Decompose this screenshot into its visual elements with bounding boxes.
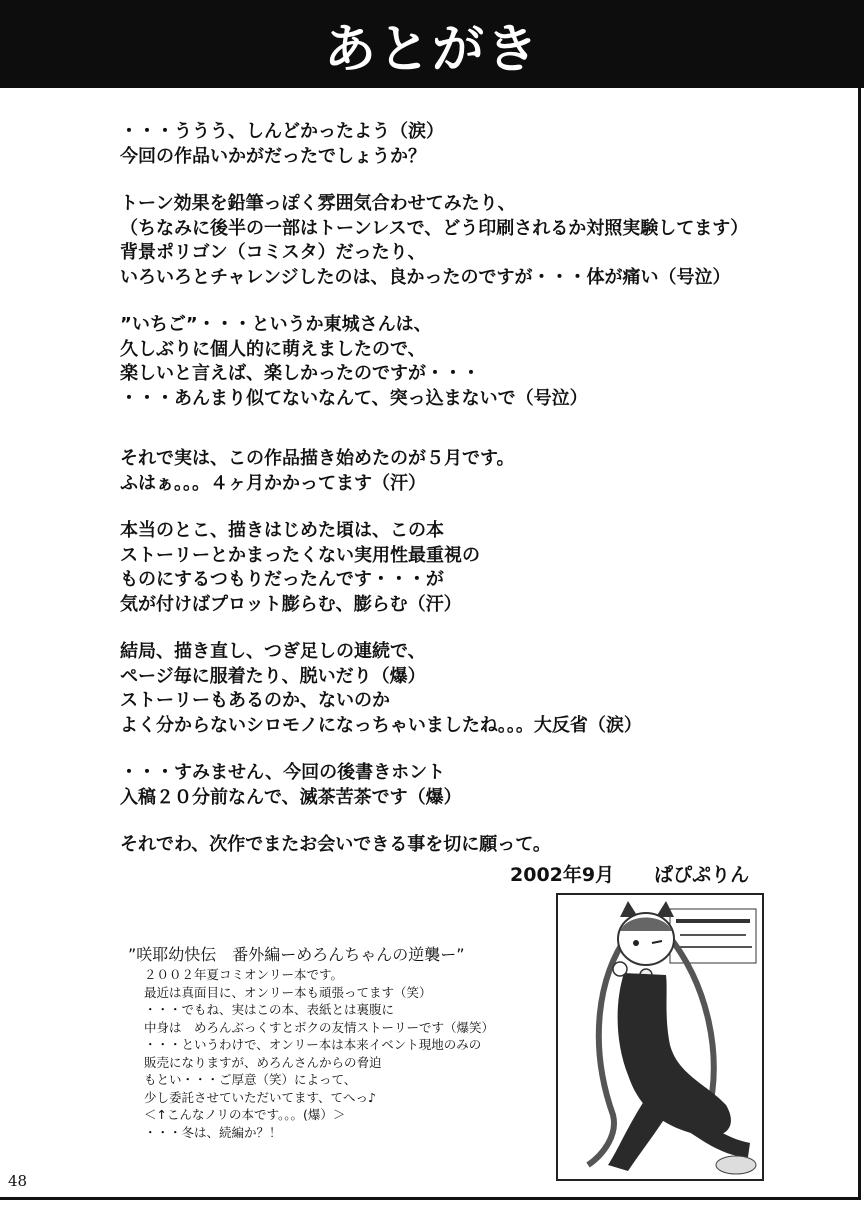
text-line: 久しぶりに個人的に萌えましたので、 (120, 338, 426, 360)
promo-line: ・・・というわけで、オンリー本は本来イベント現地のみの (144, 1037, 482, 1052)
text-line: 気が付けばプロット膨らむ、膨らむ（汗） (120, 593, 462, 615)
promo-line: ・・・冬は、続編か？！ (144, 1124, 282, 1140)
afterword-body (120, 120, 820, 881)
promo-line: 中身は めろんぶっくすとボクの友情ストーリーです（爆笑） (144, 1019, 495, 1035)
text-line: 入稿２０分前なんで、滅茶苦茶です（爆） (120, 786, 462, 808)
text-line: （ちなみに後半の一部はトーンレスで、どう印刷されるか対照実験してます） (120, 217, 749, 239)
text-line: トーン効果を鉛筆っぽく雰囲気合わせてみたり、 (120, 193, 516, 214)
promo-line: 少し委託させていただいてます、てへっ♪ (144, 1089, 376, 1105)
text-line: それで実は、この作品描き始めたのが５月です。 (120, 448, 515, 469)
text-line: ものにするつもりだったんです・・・が (120, 569, 444, 590)
text-line: ・・・あんまり似てないなんて、突っ込まないで（号泣） (120, 387, 588, 409)
promo-line: 販売になりますが、めろんさんからの脅迫 (144, 1054, 382, 1070)
paragraph (120, 120, 820, 169)
text-line: 結局、描き直し、つぎ足しの連続で、 (120, 641, 426, 662)
text-line: 本当のとこ、描きはじめた頃は、この本 (120, 520, 444, 541)
paragraph (120, 761, 820, 810)
text-line: ・・・すみません、今回の後書きホント (120, 762, 446, 783)
text-line: 背景ポリゴン（コミスタ）だったり、 (120, 242, 426, 263)
text-line: それでわ、次作でまたお会いできる事を切に願って。 (120, 834, 551, 855)
cat-girl-illustration (558, 895, 764, 1181)
text-line: ”いちご”・・・というか東城さんは、 (120, 314, 432, 335)
text-line: ・・・ううう、しんどかったよう（涙） (120, 121, 444, 142)
page-number: 48 (8, 1172, 28, 1190)
text-line: ふはぁ。。。４ヶ月かかってます（汗） (120, 472, 426, 494)
paragraph (120, 447, 820, 496)
signature (510, 860, 749, 887)
text-line: 楽しいと言えば、楽しかったのですが・・・ (120, 363, 480, 384)
text-line: 今回の作品いかがだったでしょうか？ (120, 145, 426, 167)
book-cover-illustration (556, 893, 764, 1181)
paragraph (120, 519, 820, 617)
paragraph (120, 313, 820, 411)
promo-line: ＜↑こんなノリの本です。。。(爆）＞ (144, 1107, 346, 1122)
promo-line: ・・・でもね、実はこの本、表紙とは裏腹に (144, 1002, 395, 1017)
paragraph (120, 192, 820, 290)
text-line: ストーリーとかまったくない実用性最重視の (120, 544, 480, 566)
text-line: ストーリーもあるのか、ないのか (120, 690, 390, 711)
promo-book-title: ”咲耶幼快伝 番外編ーめろんちゃんの逆襲ー” (128, 945, 465, 964)
page-title: あとがき (323, 19, 540, 80)
promo-line: 最近は真面目に、オンリー本も頑張ってます（笑） (144, 984, 432, 1000)
promo-line: もとい・・・ご厚意（笑）によって、 (144, 1072, 357, 1087)
promo-line: ２００２年夏コミオンリー本です。 (144, 967, 344, 982)
promo-description (144, 966, 494, 1141)
text-line: ページ毎に服着たり、脱いだり（爆） (120, 665, 426, 687)
signature-author: ぱぴぷりん (654, 864, 750, 886)
paragraph (120, 640, 820, 738)
text-line: いろいろとチャレンジしたのは、良かったのですが・・・体が痛い（号泣） (120, 266, 731, 288)
paragraph (120, 833, 820, 858)
signature-date: 2002年9月 (510, 864, 615, 886)
text-line: よく分からないシロモノになっちゃいましたね。。。大反省（涙） (120, 714, 642, 736)
title-banner (0, 0, 864, 88)
